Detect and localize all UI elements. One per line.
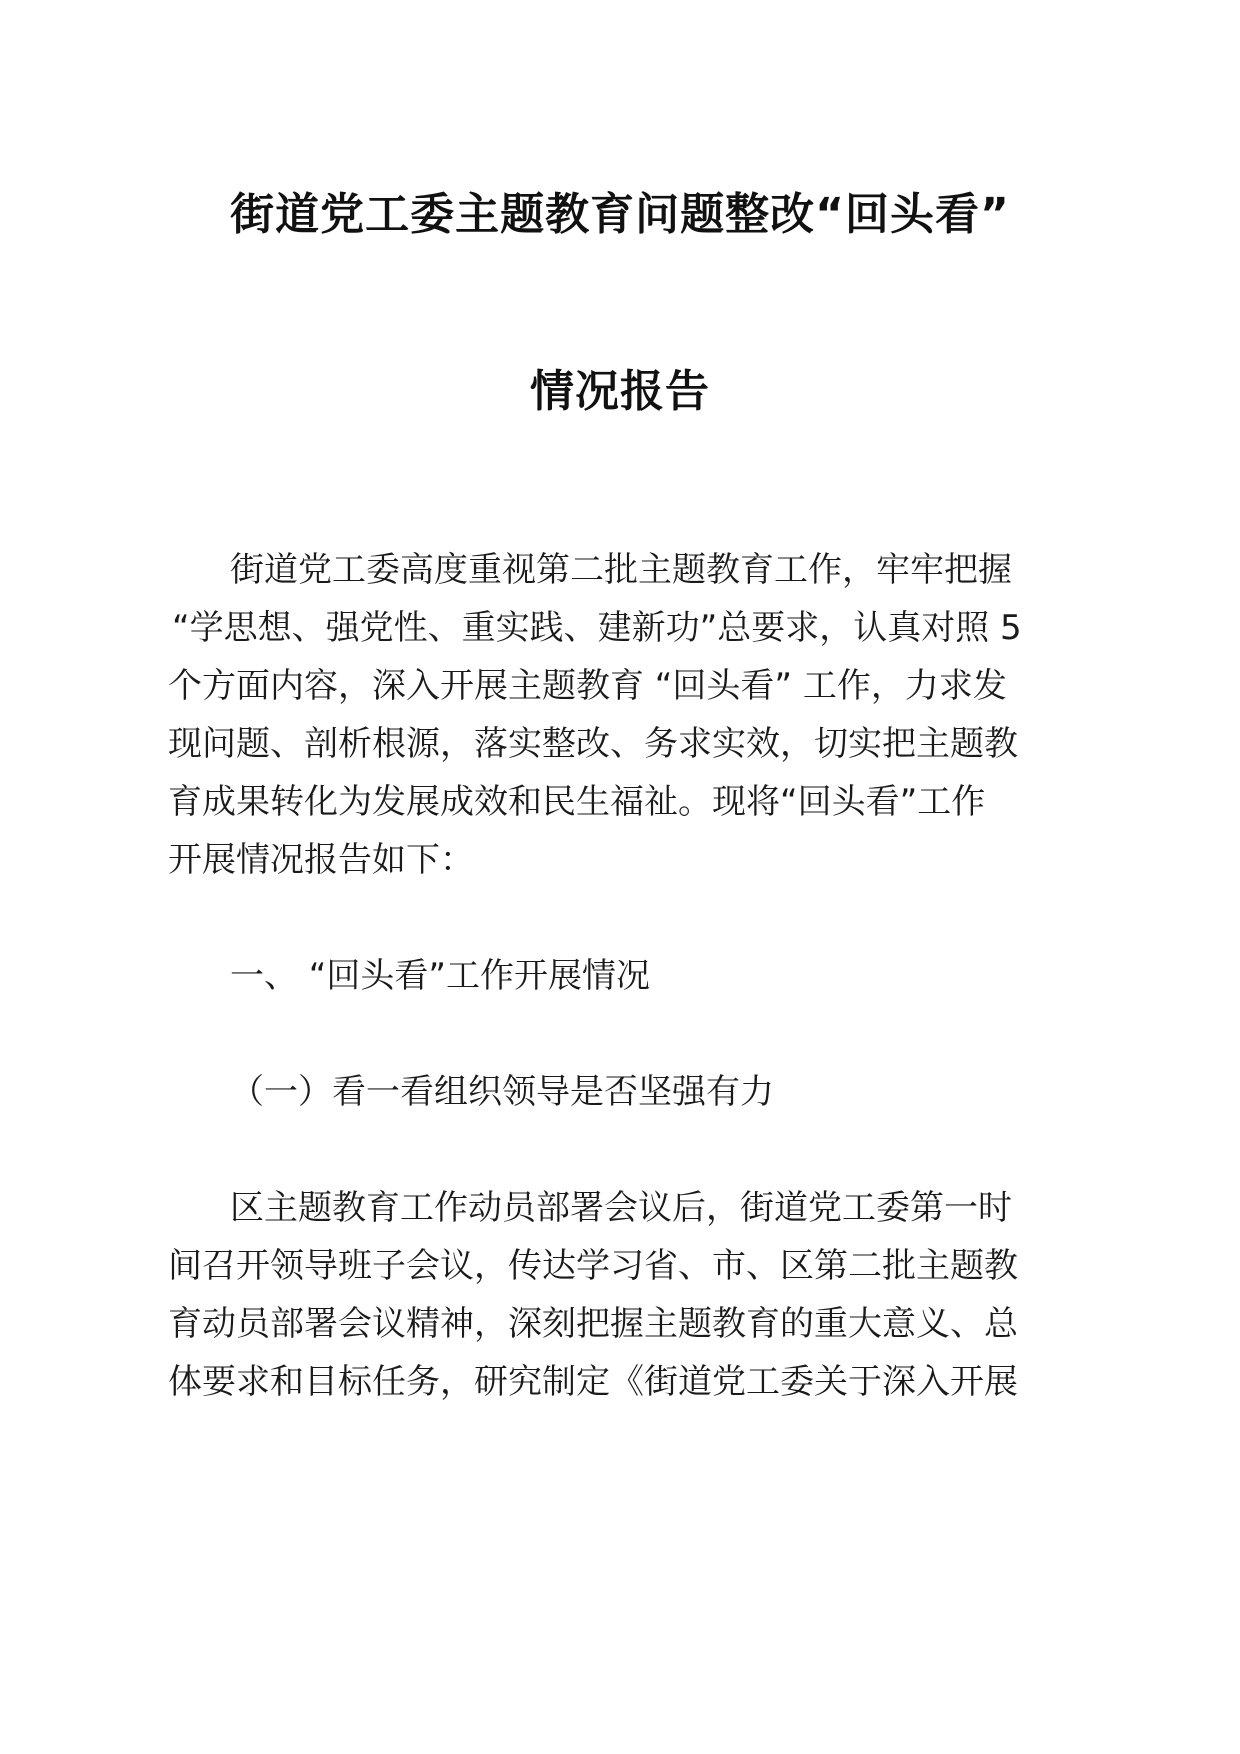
document-title-line-2: 情况报告 — [530, 366, 710, 417]
document-title-line-1: 街道党工委主题教育问题整改“回头看” — [230, 189, 1010, 240]
subsection-heading: （一）看一看组织领导是否坚强有力 — [230, 1072, 774, 1112]
intro-line-5: 育成果转化为发展成效和民生福祉。现将“回头看”工作 — [168, 782, 986, 822]
intro-line-3: 个方面内容，深入开展主题教育 “回头看” 工作，力求发 — [168, 666, 1007, 706]
intro-line-1: 街道党工委高度重视第二批主题教育工作，牢牢把握 — [230, 550, 1012, 590]
body-line-3: 育动员部署会议精神，深刻把握主题教育的重大意义、总 — [168, 1304, 1018, 1344]
body-line-2: 间召开领导班子会议，传达学习省、市、区第二批主题教 — [168, 1246, 1018, 1286]
intro-line-2: “学思想、强党性、重实践、建新功”总要求，认真对照 5 — [172, 608, 1022, 648]
body-line-4: 体要求和目标任务，研究制定《街道党工委关于深入开展 — [168, 1362, 1018, 1402]
intro-line-4: 现问题、剖析根源，落实整改、务求实效，切实把主题教 — [168, 724, 1018, 764]
body-line-1: 区主题教育工作动员部署会议后，街道党工委第一时 — [230, 1188, 1012, 1228]
intro-line-6: 开展情况报告如下： — [168, 840, 474, 880]
section-heading: 一、 “回头看”工作开展情况 — [230, 956, 651, 996]
